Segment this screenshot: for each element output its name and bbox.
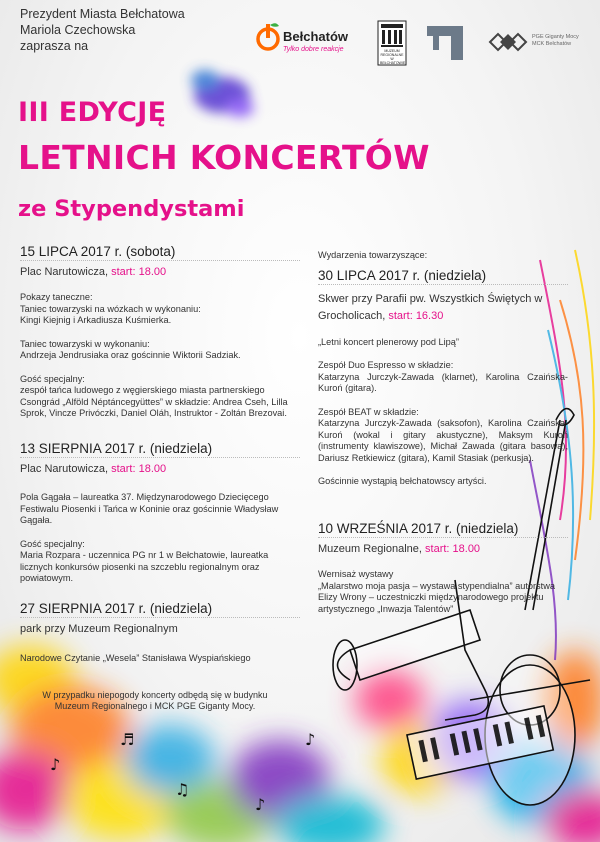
paragraph: Gość specjalny:	[20, 538, 85, 549]
svg-text:♪: ♪	[50, 755, 61, 774]
title-line-1: III EDYCJĘ	[18, 97, 167, 128]
event-date: 27 SIERPNIA 2017 r. (niedziela)	[20, 603, 300, 618]
title-line-3: ze Stypendystami	[18, 196, 245, 222]
building-icon	[425, 24, 465, 62]
belchatow-logo	[255, 22, 355, 62]
paragraph: Maria Rozpara - uczennica PG nr 1 w Bełchatowie, laureatka licznych konkursów piosenki na szczeblu regionalnym oraz powiatowym.	[20, 550, 269, 583]
paragraph: Andrzeja Jendrusiaka oraz gościnnie Wiktorii Sadziak.	[20, 350, 241, 360]
paragraph: Pokazy taneczne:	[20, 292, 93, 302]
title-line-2: LETNICH KONCERTÓW	[18, 138, 430, 177]
paint-splash-top	[191, 70, 254, 117]
place-text: Muzeum Regionalne,	[318, 542, 426, 555]
start-time: start: 18.00	[425, 542, 481, 555]
paragraph: Gość specjalny:	[20, 373, 85, 384]
paragraph: zespół tańca ludowego z węgierskiego miasta partnerskiego Csongrád „Alföld Néptáncegyüttes” w składzie: Andrea Cseh, Lilla Sprok, Vincze Privóczki, Daniel Oláh, Instruktor - Zoltán Brezovai.	[20, 385, 288, 418]
paragraph: Katarzyna Jurczyk-Zawada (klarnet), Karolina Czaińska-Kuroń (gitara).	[318, 371, 568, 393]
paragraph: Zespół BEAT w składzie:	[318, 406, 419, 417]
place-text: Plac Narutowicza,	[20, 265, 112, 278]
paragraph: Kingi Kiejnig i Arkadiusza Kuśmierka.	[20, 315, 172, 325]
apple-power-icon	[255, 22, 281, 52]
start-time: start: 16.30	[388, 309, 444, 322]
intro-text	[20, 6, 185, 54]
left-event-3	[20, 603, 300, 665]
left-event-2	[20, 443, 300, 585]
intro-line: Mariola Czechowska	[20, 23, 136, 37]
paragraph: Pola Gągała – laureatka 37. Międzynarodowego Dziecięcego Festiwalu Piosenki i Tańca w Koninie oraz gościnnie Władysław Gągała.	[20, 492, 279, 525]
weather-note: W przypadku niepogody koncerty odbędą się w budynku Muzeum Regionalnego i MCK PGE Giganty Mocy.	[42, 690, 268, 711]
place-text: Skwer przy Parafii pw. Wszystkich Świętych w Grocholicach,	[318, 292, 543, 322]
event-place	[20, 267, 300, 279]
paragraph: Taniec towarzyski na wózkach w wykonaniu:	[20, 303, 201, 314]
svg-text:♪: ♪	[255, 795, 266, 814]
intro-line: Prezydent Miasta Bełchatowa	[20, 7, 185, 21]
start-time: start: 18.00	[111, 462, 167, 475]
start-time: start: 18.00	[111, 265, 167, 278]
event-place	[318, 544, 568, 556]
svg-text:♫: ♫	[175, 780, 190, 799]
svg-text:♬: ♬	[120, 730, 135, 749]
paragraph: Taniec towarzyski w wykonaniu:	[20, 338, 150, 349]
paragraph: Zespół Duo Espresso w składzie:	[318, 360, 454, 370]
paragraph: Katarzyna Jurczyk-Zawada (saksofon), Karolina Czaińska-Kuroń (wokal i gitary akustyczne), Maksym Kuroń (instrumenty klawiszowe), Michał Zawada (gitara basowa), Dariusz Retkiewicz (gitara), Kamil Stasiak (perkusja).	[318, 418, 568, 463]
right-event-1	[318, 270, 568, 488]
pge-logo	[488, 30, 588, 60]
right-header: Wydarzenia towarzyszące:	[318, 250, 428, 260]
intro-line: zaprasza na	[20, 39, 89, 53]
paragraph: „Malarstwo moja pasja – wystawa stypendialna” autorstwa Elizy Wrony – uczestniczki międzynarodowego projektu artystycznego „Inwazja Talentów”	[318, 580, 555, 614]
event-place	[20, 464, 300, 476]
paragraph: Wernisaż wystawy	[318, 569, 394, 579]
place-text: Plac Narutowicza,	[20, 462, 112, 475]
event-place: park przy Muzeum Regionalnym	[20, 622, 178, 635]
paragraph: „Letni koncert plenerowy pod Lipą”	[318, 336, 459, 347]
building-logo	[425, 24, 465, 62]
paragraph: Gościnnie wystąpią bełchatowscy artyści.	[318, 476, 487, 486]
svg-text:♪: ♪	[305, 730, 316, 749]
event-place	[318, 291, 568, 325]
event-date: 15 LIPCA 2017 r. (sobota)	[20, 246, 300, 261]
right-event-2	[318, 523, 568, 615]
cube-chain-icon	[488, 30, 528, 54]
event-date: 30 LIPCA 2017 r. (niedziela)	[318, 270, 568, 285]
pge-text: PGE Giganty Mocy MCK Bełchatów	[532, 34, 579, 47]
logo-name: Bełchatów	[283, 29, 349, 44]
logo-tagline: Tylko dobre reakcje	[283, 46, 344, 53]
event-date: 13 SIERPNIA 2017 r. (niedziela)	[20, 443, 300, 458]
muzeum-text: MUZEUM REGIONALNE W BEŁCHATOWIE	[380, 49, 406, 65]
left-event-1	[20, 246, 300, 420]
event-date: 10 WRZEŚNIA 2017 r. (niedziela)	[318, 523, 568, 538]
paragraph: Narodowe Czytanie „Wesela” Stanisława Wyspiańskiego	[20, 653, 251, 663]
muzeum-logo	[377, 20, 407, 66]
